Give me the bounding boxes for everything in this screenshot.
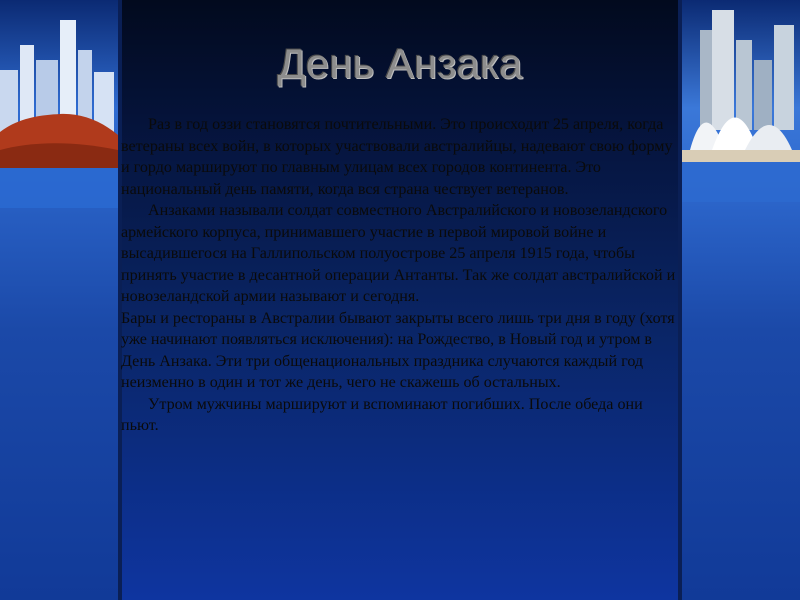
slide-title: День Анзака: [277, 40, 523, 87]
paragraph-4: Утром мужчины маршируют и вспоминают погибших. После обеда они пьют.: [121, 395, 643, 434]
slide-body: [121, 114, 679, 437]
paragraph-1: Раз в год оззи становятся почтительными. Это происходит 25 апреля, когда ветераны всех войн, в которых участвовали австралийцы, надевают свою форму и гордо маршируют по главным улицам всех городов континента. Это национальный день памяти, когда вся страна чествует ветеранов.: [121, 116, 673, 198]
paragraph-3: Бары и рестораны в Австралии бывают закрыты всего лишь три дня в году (хотя уже начинают появляться исключения): на Рождество, в Новый год и утром в День Анзака. Эти три общенациональных праздника случаются каждый год неизменно в один и тот же день, чего не скажешь об остальных.: [121, 309, 675, 391]
right-sydney-image: [682, 10, 800, 202]
paragraph-2: Анзаками называли солдат совместного Австралийского и новозеландского армейского корпуса, принимавшего участие в первой мировой войне и высадившегося на Галлипольском полуострове 25 апреля 1915 года, чтобы принять участие в десантной операции Антанты. Так же солдат австралийской и новозеландской армии называют и сегодня.: [121, 202, 676, 305]
